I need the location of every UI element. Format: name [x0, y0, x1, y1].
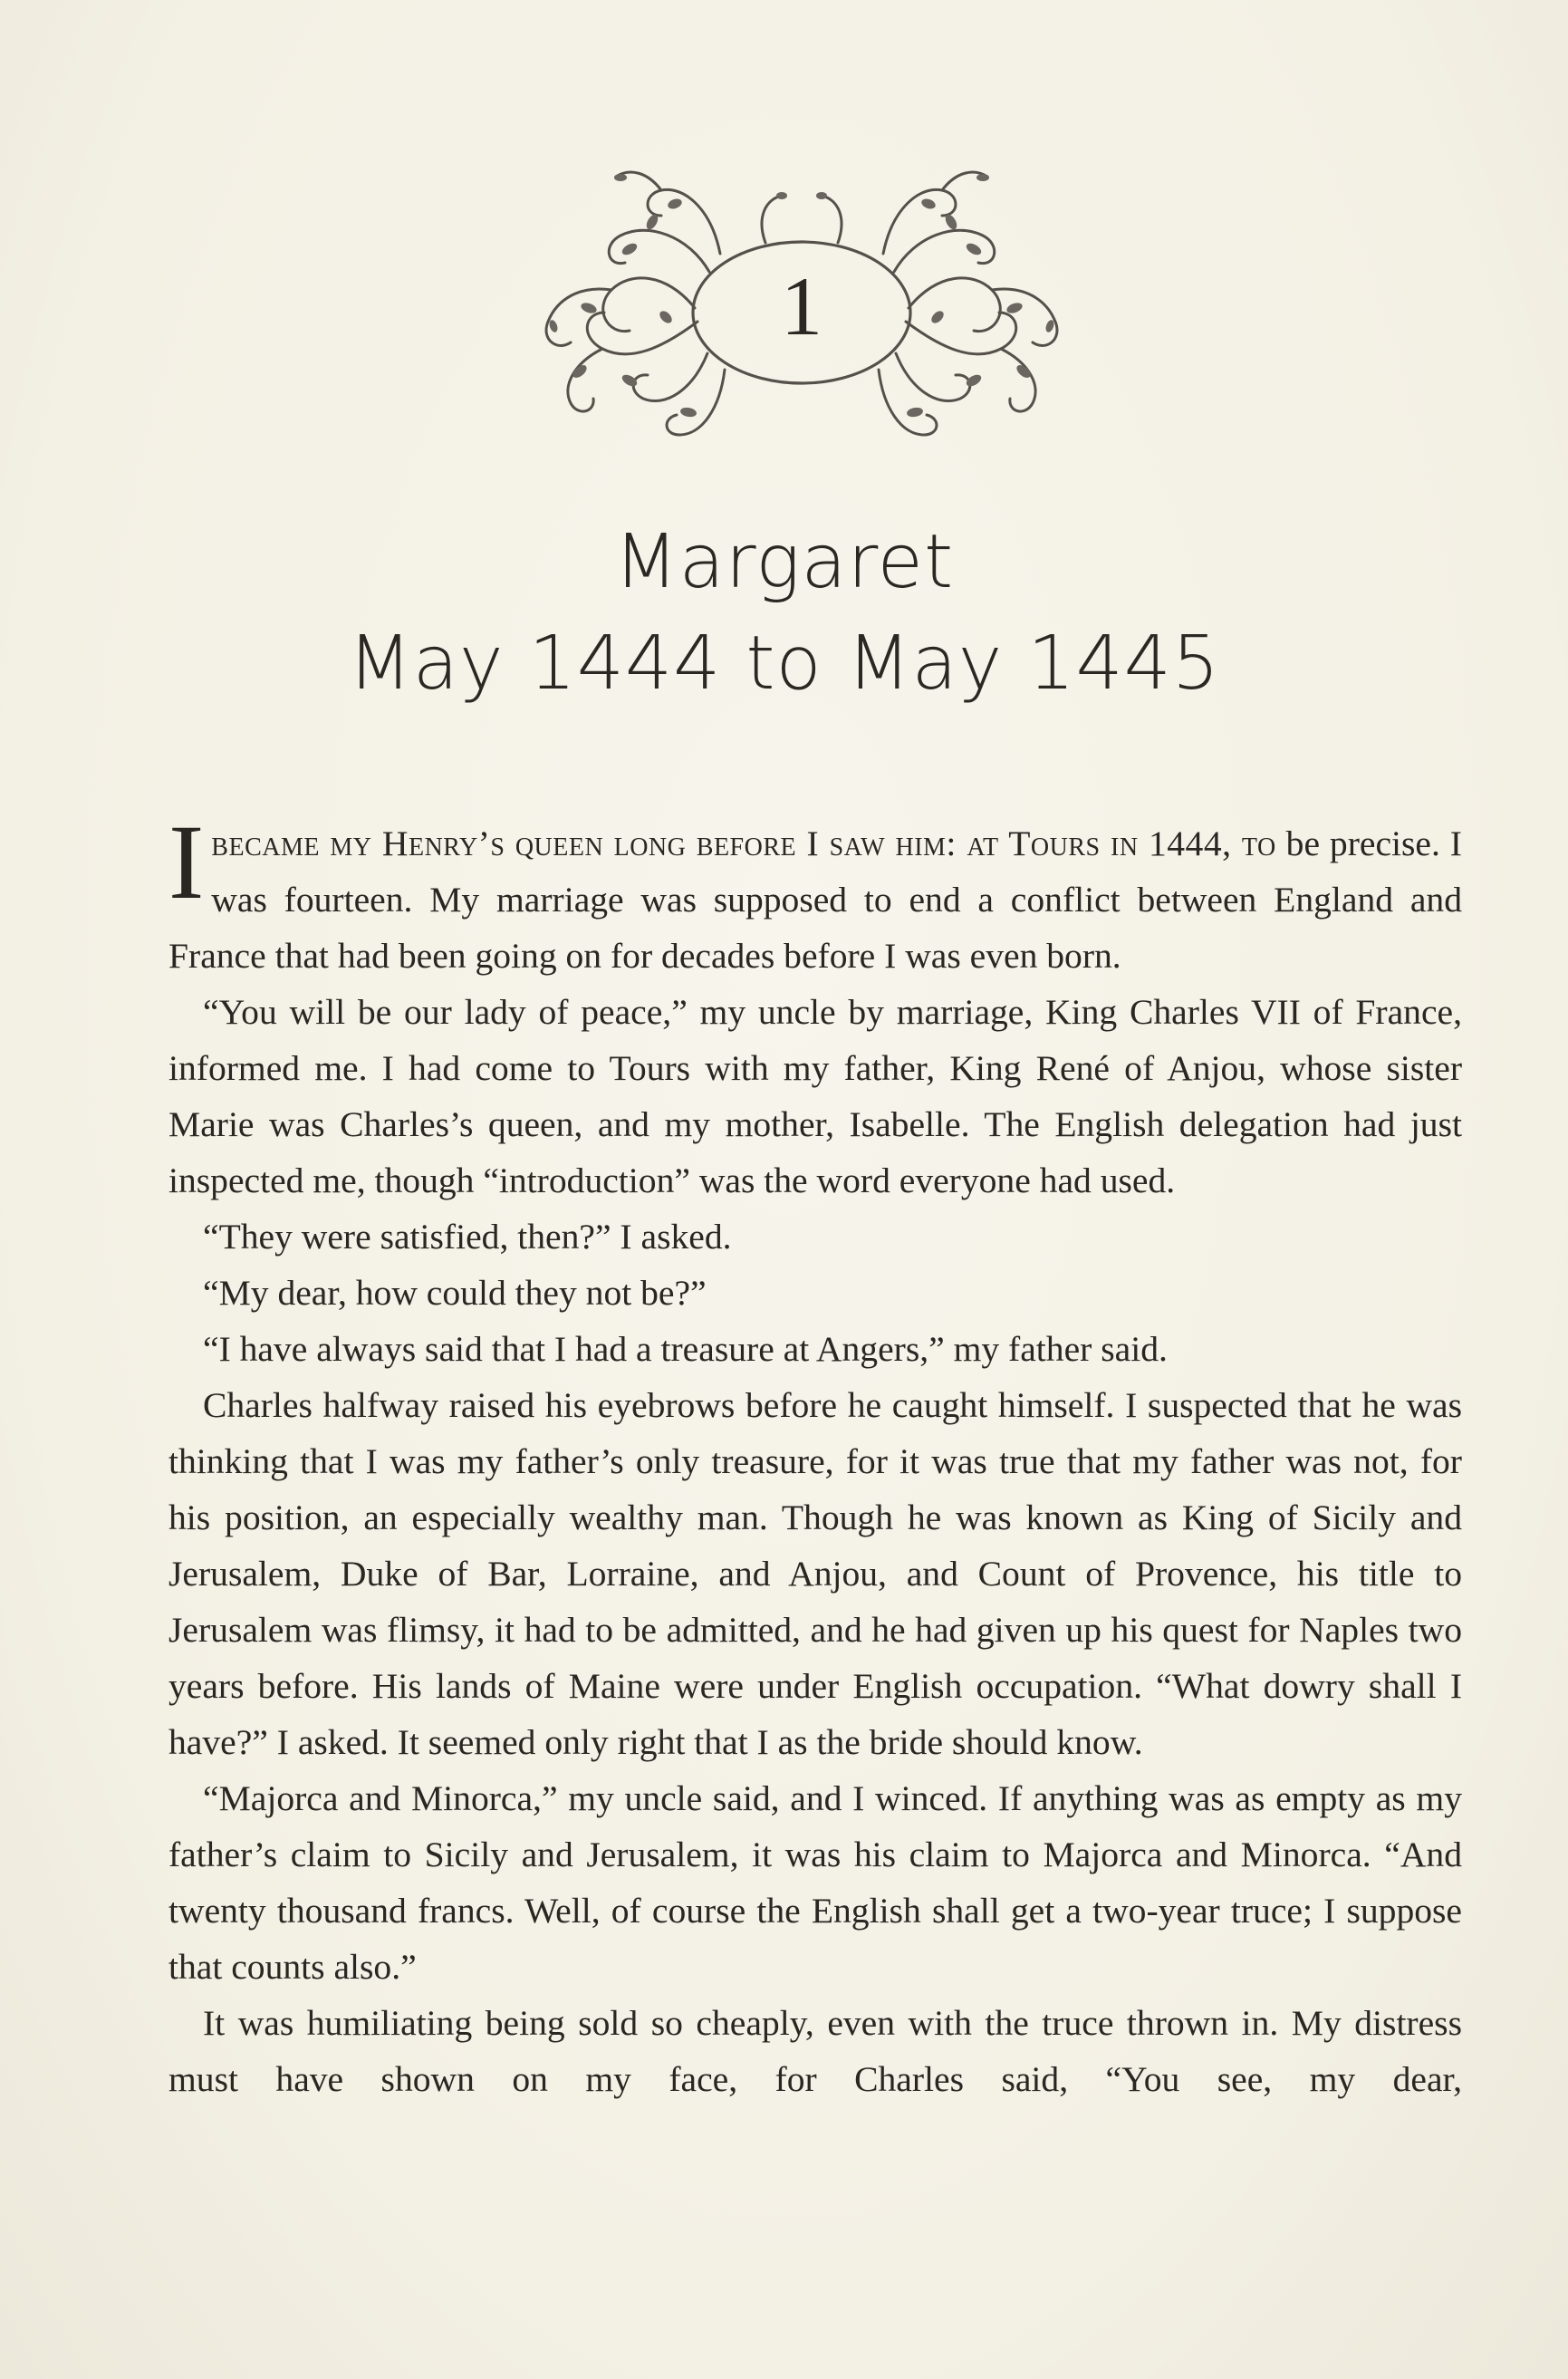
- paragraph: “You will be our lady of peace,” my uncle by marriage, King Charles VII of France, informed me. I had come to Tours with my father, King René of Anjou, whose sister Marie was Charles’s queen, and my mother, Isabelle. The English delegation had just inspected me, though “introduction” was the word everyone had used.: [168, 992, 1462, 1200]
- chapter-number: 1: [781, 260, 822, 352]
- chapter-title-dates: May 1444 to May 1445: [348, 621, 1220, 707]
- drop-cap: I: [168, 803, 205, 921]
- paragraph: It was humiliating being sold so cheaply, even with the truce thrown in. My distress must have shown on my face, for Charles said, “You see, my dear,: [168, 2003, 1462, 2099]
- paragraph: “My dear, how could they not be?”: [203, 1273, 707, 1313]
- paragraph: “Majorca and Minorca,” my uncle said, and I winced. If anything was as empty as my father’s claim to Sicily and Jerusalem, it was his claim to Majorca and Minorca. “And twenty thousand francs. Well, of course the English shall get a two-year truce; I suppose that counts also.”: [168, 1778, 1462, 1987]
- opening-text: be precise. I was fourteen. My marriage was supposed to end a conflict between England and France that had been going on for decades before I was even born.: [168, 824, 1462, 976]
- chapter-body: [168, 803, 1462, 2107]
- paragraph: “They were satisfied, then?” I asked.: [203, 1217, 732, 1257]
- chapter-ornament: [494, 136, 1110, 471]
- opening-smallcaps: became my Henry’s queen long before I saw him: at Tours in 1444, to: [211, 824, 1276, 863]
- paragraph: Charles halfway raised his eyebrows before he caught himself. I suspected that he was thinking that I was my father’s only treasure, for it was true that my father was not, for his position, an especially wealthy man. Though he was known as King of Sicily and Jerusalem, Duke of Bar, Lorraine, and Anjou, and Count of Provence, his title to Jerusalem was flimsy, it had to be admitted, and he had given up his quest for Naples two years before. His lands of Maine were under English occupation. “What dowry shall I have?” I asked. It seemed only right that I as the bride should know.: [168, 1385, 1462, 1762]
- paragraph: “I have always said that I had a treasure at Angers,” my father said.: [203, 1329, 1168, 1369]
- chapter-title-name: Margaret: [613, 519, 955, 605]
- chapter-title: [0, 512, 1568, 715]
- opening-paragraph: [168, 803, 1462, 984]
